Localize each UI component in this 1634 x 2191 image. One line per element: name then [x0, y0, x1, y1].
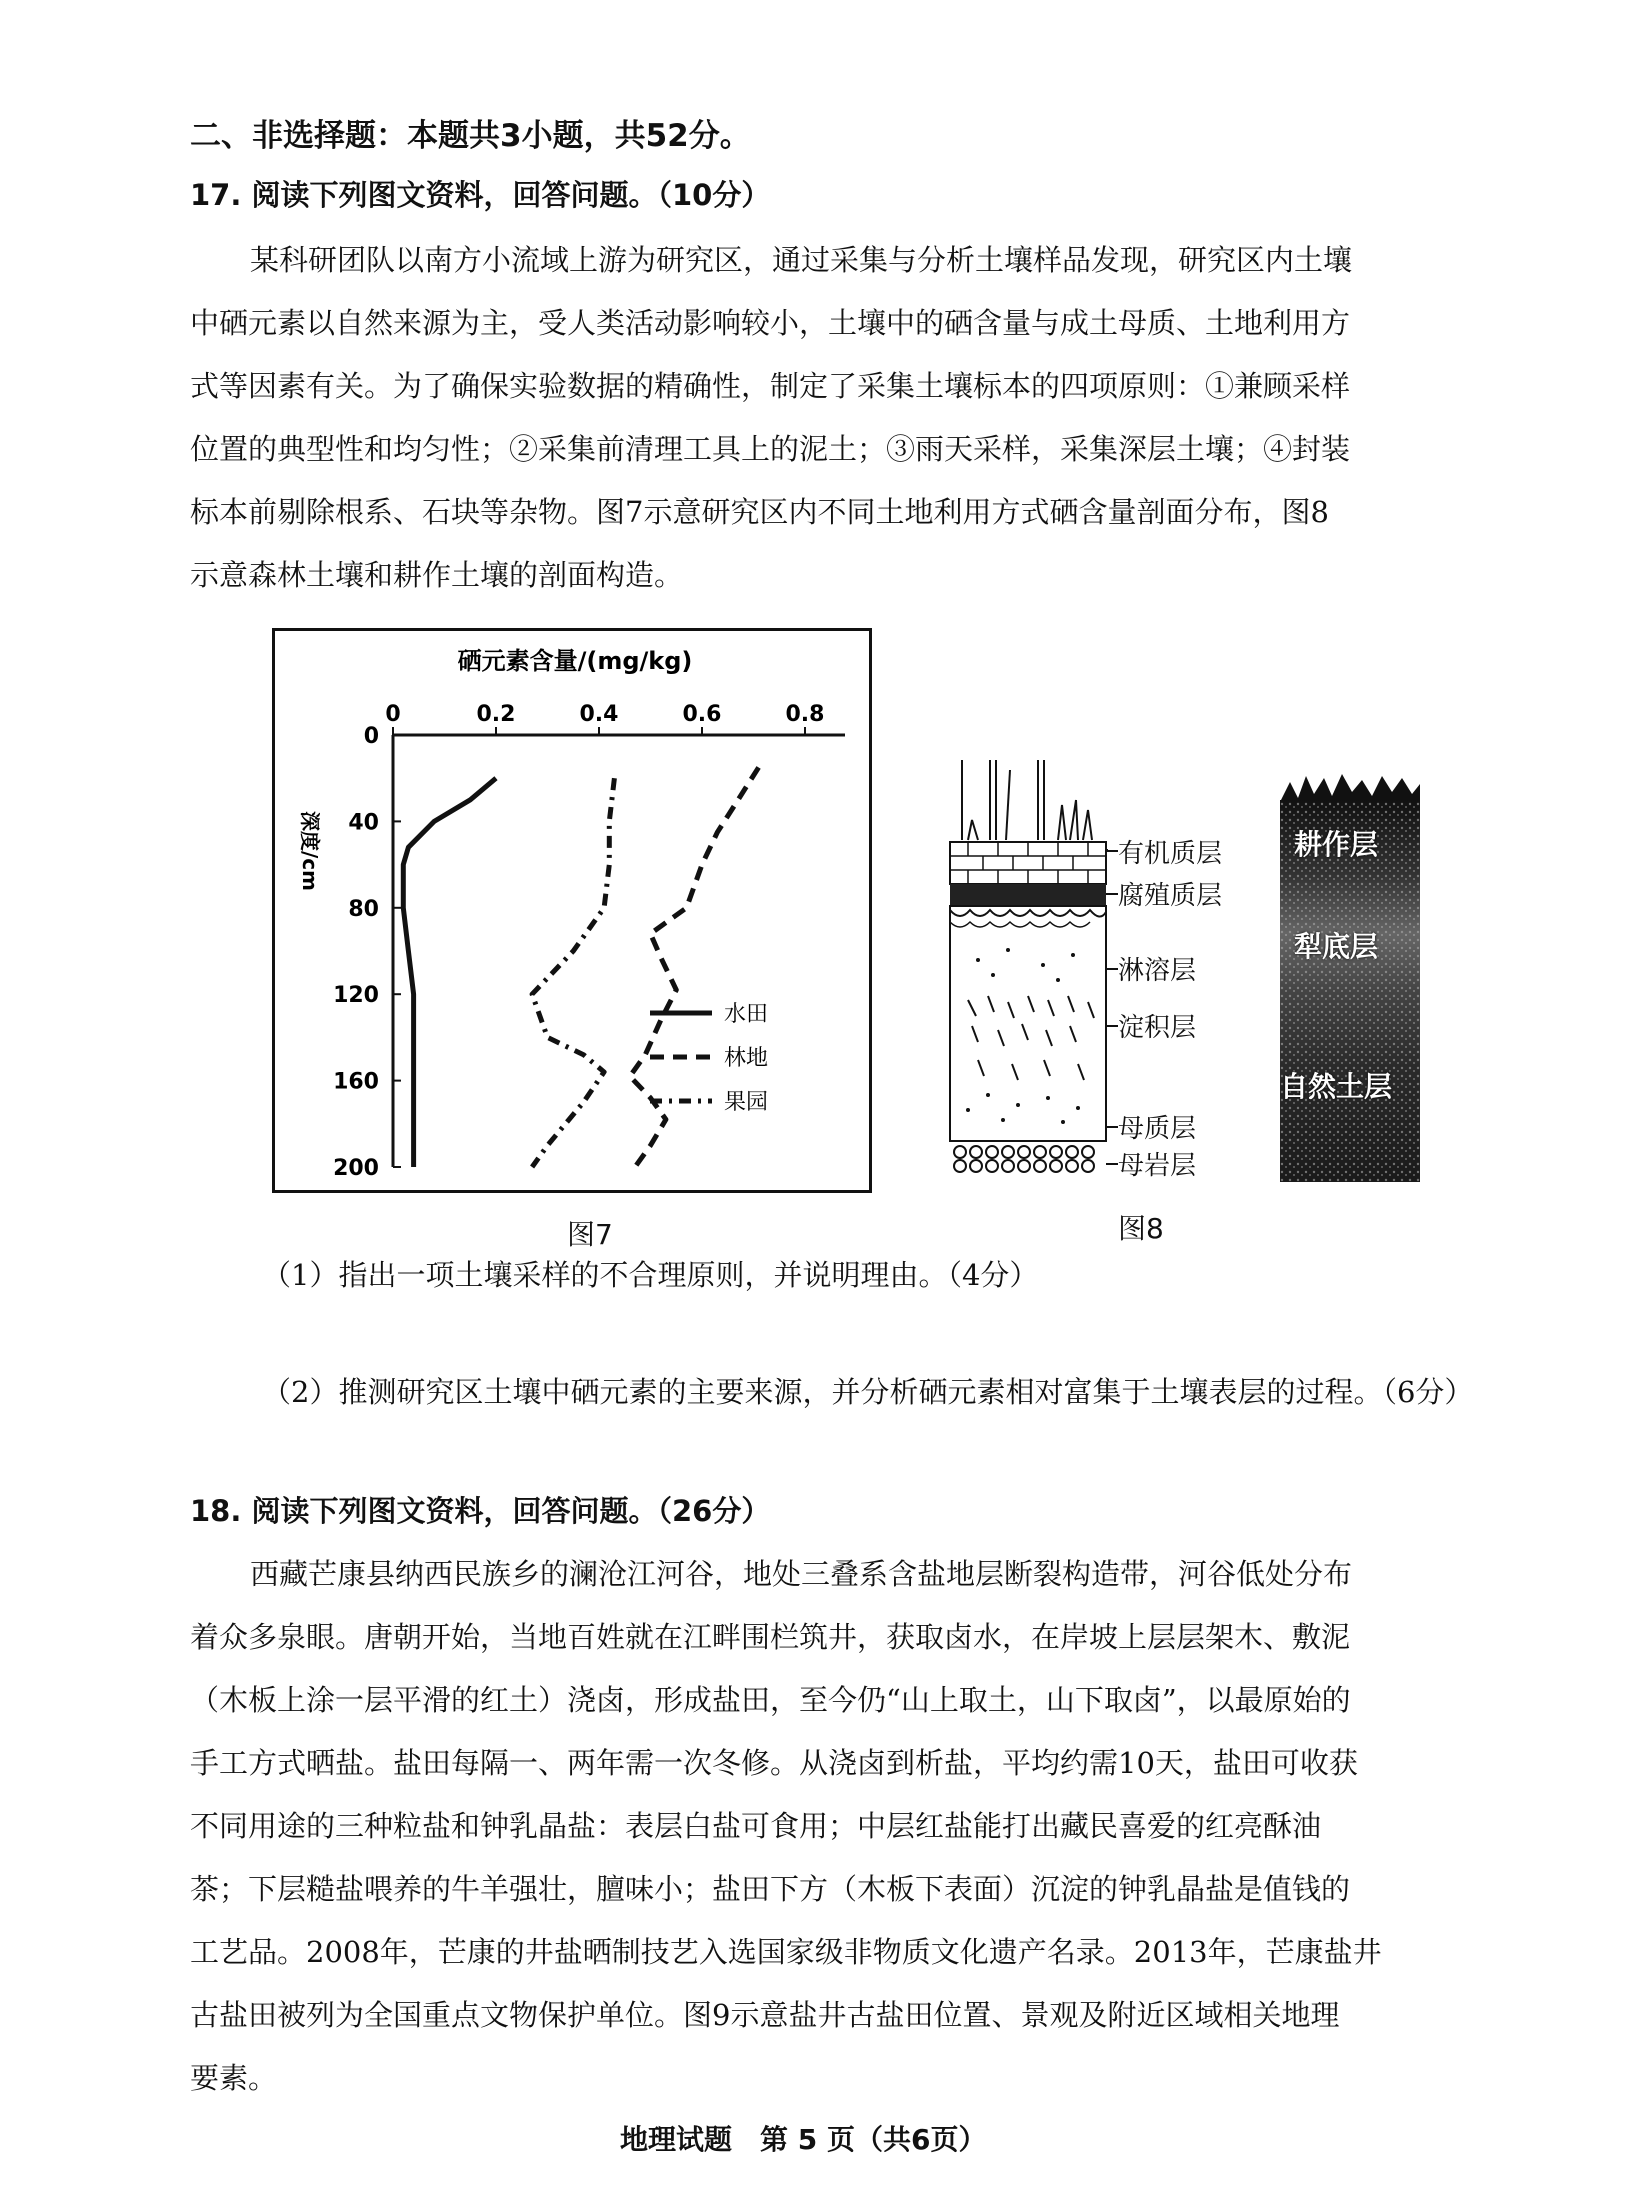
- y-tick-label: 200: [333, 1156, 379, 1181]
- q18-para-line: 茶；下层糙盐喂养的牛羊强壮，膻味小；盐田下方（木板下表面）沉淀的钟乳晶盐是值钱的: [190, 1872, 1351, 1906]
- figure-7-frame: [272, 628, 872, 1193]
- page-footer: 地理试题 第 5 页（共6页）: [620, 2123, 987, 2156]
- y-tick-label: 160: [333, 1069, 379, 1095]
- y-tick-label: 120: [333, 983, 379, 1009]
- figure-7-caption: 图7: [567, 1218, 613, 1251]
- profile-label-bedrock: 母岩层: [1118, 1151, 1197, 1181]
- legend-label: 果园: [724, 1090, 769, 1115]
- leader-line: [1106, 1126, 1118, 1128]
- series-line-果园: [532, 778, 614, 1167]
- field-label-plough-pan: 犁底层: [1294, 930, 1379, 963]
- legend-label: 林地: [724, 1046, 769, 1071]
- profile-label-organic: 有机质层: [1118, 839, 1223, 869]
- y-tick-label: 80: [348, 896, 379, 922]
- x-tick-label: 0.6: [682, 702, 722, 727]
- q18-para-line: 工艺品。2008年，芒康的井盐晒制技艺入选国家级非物质文化遗产名录。2013年，芒康盐井: [190, 1935, 1382, 1969]
- section-header: 二、非选择题：本题共3小题，共52分。: [190, 118, 751, 154]
- leader-line: [1106, 1163, 1118, 1165]
- field-label-natural-soil: 自然土层: [1280, 1070, 1393, 1103]
- q17-para-line: 位置的典型性和均匀性；②采集前清理工具上的泥土；③雨天采样，采集深层土壤；④封装: [190, 432, 1351, 466]
- x-tick-label: 0: [385, 702, 401, 727]
- leader-line: [1106, 1025, 1118, 1027]
- field-label-plough-layer: 耕作层: [1294, 828, 1379, 861]
- q18-para-line: 古盐田被列为全国重点文物保护单位。图9示意盐井古盐田位置、景观及附近区域相关地理: [190, 1998, 1340, 2032]
- q17-para-line: 式等因素有关。为了确保实验数据的精确性，制定了采集土壤标本的四项原则：①兼顾采样: [190, 369, 1351, 403]
- q18-para-line: （木板上涂一层平滑的红土）浇卤，形成盐田，至今仍“山上取土，山下取卤”，以最原始的: [190, 1683, 1351, 1717]
- series-line-水田: [403, 778, 496, 1167]
- q17-para-line: 某科研团队以南方小流域上游为研究区，通过采集与分析土壤样品发现，研究区内土壤: [250, 243, 1353, 277]
- profile-label-eluvial: 淋溶层: [1118, 956, 1197, 986]
- y-tick-label: 0: [363, 724, 379, 749]
- leader-line: [1106, 968, 1118, 970]
- leader-line: [1106, 893, 1118, 895]
- x-tick-label: 0.4: [579, 702, 619, 727]
- q17-para-line: 中硒元素以自然来源为主，受人类活动影响较小，土壤中的硒含量与成土母质、土地利用方: [190, 306, 1351, 340]
- x-tick-label: 0.2: [476, 702, 516, 727]
- leader-line: [1106, 850, 1118, 852]
- q17-title: 17. 阅读下列图文资料，回答问题。（10分）: [190, 178, 771, 212]
- legend-label: 水田: [724, 1002, 769, 1027]
- q18-title: 18. 阅读下列图文资料，回答问题。（26分）: [190, 1494, 771, 1528]
- profile-label-parent-material: 母质层: [1118, 1114, 1197, 1144]
- q18-para-line: 西藏芒康县纳西民族乡的澜沧江河谷，地处三叠系含盐地层断裂构造带，河谷低处分布: [250, 1557, 1353, 1591]
- y-axis-label: 深度/cm: [298, 811, 322, 891]
- forest-profile-drawing: [948, 760, 1108, 1175]
- q18-para-line: 要素。: [190, 2061, 278, 2095]
- q17-subquestion-1: （1）指出一项土壤采样的不合理原则，并说明理由。（4分）: [262, 1258, 1039, 1292]
- figure-8-caption: 图8: [1118, 1212, 1164, 1245]
- q18-para-line: 不同用途的三种粒盐和钟乳晶盐：表层白盐可食用；中层红盐能打出藏民喜爱的红亮酥油: [190, 1809, 1322, 1843]
- chart-title: 硒元素含量/(mg/kg): [457, 647, 693, 675]
- profile-label-humus: 腐殖质层: [1118, 881, 1223, 911]
- x-tick-label: 0.8: [785, 702, 825, 727]
- q18-para-line: 着众多泉眼。唐朝开始，当地百姓就在江畔围栏筑井，获取卤水，在岸坡上层层架木、敷泥: [190, 1620, 1351, 1654]
- q18-para-line: 手工方式晒盐。盐田每隔一、两年需一次冬修。从浇卤到析盐，平均约需10天，盐田可收获: [190, 1746, 1358, 1780]
- q17-para-line: 标本前剔除根系、石块等杂物。图7示意研究区内不同土地利用方式硒含量剖面分布，图8: [190, 495, 1329, 529]
- q17-subquestion-2: （2）推测研究区土壤中硒元素的主要来源，并分析硒元素相对富集于土壤表层的过程。（6分）: [262, 1375, 1474, 1409]
- q17-para-line: 示意森林土壤和耕作土壤的剖面构造。: [190, 558, 684, 592]
- selenium-depth-chart: [275, 631, 869, 1190]
- y-tick-label: 40: [348, 810, 379, 836]
- profile-label-illuvial: 淀积层: [1118, 1013, 1197, 1043]
- forest-soil-profile: [948, 760, 1108, 1175]
